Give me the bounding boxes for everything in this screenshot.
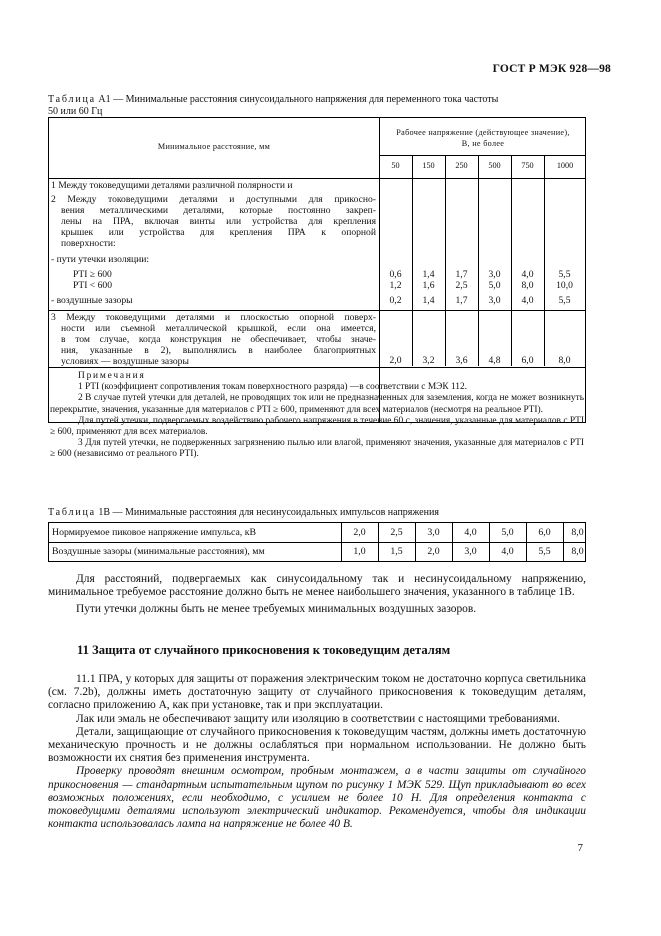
value-cell: 5,5: [558, 269, 571, 280]
row3-line2: ности или съемной металлической крышкой, если она имеется,: [61, 323, 376, 334]
voltage-col-250: 250: [455, 161, 468, 170]
voltage-col-750: 750: [521, 161, 534, 170]
row3-line4: ния, указанные в 2), выполнялись в наиболее благоприятных: [61, 345, 376, 356]
paragraph: 11.1 ПРА, у которых для защиты от поражения электрическим током не достаточно корпуса светильника (см. 7.2b), должны иметь достаточную защиту от случайного прикосновения к токоведущим деталям, согласно приложению А, как при установке, так и при эксплуатации.: [48, 673, 586, 712]
paragraph: Проверку проводят внешним осмотром, пробным монтажем, а в части защиты от случайного прикосновения — стандартным испытательным щупом по рисунку 1 МЭК 529. Щуп прикладывают во всех возможных положениях, если необходимо, с усилием не более 10 Н. Для определения контакта с токоведущими деталями используют электрический индикатор. Рекомендуется, чтобы для индикации контакта использовалась лампа на напряжение не более 40 В.: [48, 765, 586, 831]
value-cell: 5,5: [558, 295, 571, 306]
value-cell: 1,0: [353, 546, 366, 557]
value-cell: 1,6: [422, 280, 435, 291]
paragraph: Для расстояний, подвергаемых как синусоидальному так и несинусоидальному напряжению, минимальное требуемое расстояние должно быть не менее наибольшего значения, указанного в таблице 1В.: [48, 573, 586, 599]
section-11-body: [48, 673, 586, 831]
value-cell: 5,0: [488, 280, 501, 291]
table-b-caption-text: 1B — Минимальные расстояния для несинусоидальных импульсов напряжения: [95, 507, 439, 518]
row3-line1: 3 Между токоведущими деталями и плоскостью опорной поверх-: [51, 312, 376, 323]
section-title: 11 Защита от случайного прикосновения к токоведущим деталям: [77, 643, 451, 657]
value-cell: 2,5: [390, 527, 403, 538]
page-number: 7: [577, 842, 583, 854]
value-cell: 6,0: [538, 527, 551, 538]
table-a1-notes: [50, 371, 584, 461]
voltage-col-150: 150: [422, 161, 435, 170]
table-a1-caption-text: A1 — Минимальные расстояния синусоидального напряжения для переменного тока частоты: [95, 94, 499, 105]
value-cell: 4,0: [501, 546, 514, 557]
note-2: 2 В случае путей утечки для деталей, не проводящих ток или не предназначенных для заземления, когда не может возникнуть перекрытие, значения, указанные для материалов с PTI ≥ 600, применяют для всех материалов (несмотря на реальное PTI).: [50, 393, 584, 415]
value-cell: 3,0: [427, 527, 440, 538]
document-header: ГОСТ Р МЭК 928—98: [492, 63, 611, 75]
value-cell: 8,0: [558, 355, 571, 366]
value-cell: 3,0: [464, 546, 477, 557]
paragraph: Лак или эмаль не обеспечивают защиту или изоляцию в соответствии с настоящими требованиями.: [76, 712, 560, 725]
value-cell: 2,5: [455, 280, 468, 291]
paragraph: Пути утечки должны быть не менее требуемых минимальных воздушных зазоров.: [76, 603, 477, 616]
value-cell: 4,0: [521, 269, 534, 280]
row2-line5: поверхности:: [61, 238, 116, 249]
value-cell: 3,6: [455, 355, 468, 366]
row3-line3: в том случае, когда конструкция не обеспечивает, чтобы значе-: [61, 334, 376, 345]
value-cell: 4,0: [521, 295, 534, 306]
value-cell: 3,0: [488, 295, 501, 306]
pti-lt-600-label: PTI < 600: [73, 280, 112, 291]
row2-line2: вения металлическими деталями, которые постоянно закреп-: [61, 205, 376, 216]
value-cell: 1,2: [389, 280, 402, 291]
value-cell: 8,0: [571, 527, 584, 538]
note-3: 3 Для путей утечки, не подверженных загрязнению пылью или влагой, применяют значения, указанные для материалов с PTI ≥ 600 (независимо от реального PTI).: [50, 438, 584, 460]
value-cell: 2,0: [389, 355, 402, 366]
value-cell: 1,4: [422, 269, 435, 280]
table-a1: [48, 117, 586, 460]
impulse-voltage-label: Нормируемое пиковое напряжение импульса, кВ: [52, 527, 256, 538]
value-cell: 1,7: [455, 295, 468, 306]
row2-line4: крышек или устройства для крепления ПРА к опорной: [61, 227, 376, 238]
value-cell: 4,8: [488, 355, 501, 366]
row2-line3: лены на ПРА, включая винты или устройства для крепления: [61, 216, 376, 227]
value-cell: 0,6: [389, 269, 402, 280]
table-b-caption: [48, 507, 439, 519]
note-2b: Для путей утечки, подвергаемых воздействию рабочего напряжения в течение 60 с, значения, указанные для материалов с PTI ≥ 600, применяют для всех материалов.: [50, 415, 584, 438]
value-cell: 2,0: [353, 527, 366, 538]
voltage-col-500: 500: [488, 161, 501, 170]
creepage-label: - пути утечки изоляции:: [51, 254, 150, 265]
value-cell: 1,4: [422, 295, 435, 306]
value-cell: 0,2: [389, 295, 402, 306]
row1-text: 1 Между токоведущими деталями различной полярности и: [51, 180, 293, 191]
value-cell: 3,0: [488, 269, 501, 280]
col-header-voltage-line2: В, не более: [461, 139, 505, 148]
note-1: 1 PTI (коэффициент сопротивления токам поверхностного разряда) —в соответствии с МЭК 112.: [78, 382, 467, 393]
pti-ge-600-label: PTI ≥ 600: [73, 269, 112, 280]
air-clearance-label: - воздушные зазоры: [51, 295, 133, 306]
notes-title: Примечания: [78, 371, 146, 381]
value-cell: 3,2: [422, 355, 435, 366]
table-a1-caption-line2: 50 или 60 Гц: [48, 105, 103, 117]
value-cell: 10,0: [556, 280, 573, 291]
value-cell: 4,0: [464, 527, 477, 538]
table-a1-caption-lead: Таблица: [48, 94, 96, 105]
col-header-voltage-line1: Рабочее напряжение (действующее значение),: [396, 128, 570, 137]
value-cell: 1,5: [390, 546, 403, 557]
col-header-min-distance: Минимальное расстояние, мм: [157, 142, 271, 151]
air-clearance-min-label: Воздушные зазоры (минимальные расстояния), мм: [52, 546, 265, 557]
value-cell: 6,0: [521, 355, 534, 366]
body-after-tables: [48, 573, 586, 617]
voltage-col-50: 50: [391, 161, 400, 170]
value-cell: 2,0: [427, 546, 440, 557]
row3-line5: условиях — воздушные зазоры: [61, 356, 189, 367]
table-b-caption-lead: Таблица: [48, 507, 96, 518]
paragraph: Детали, защищающие от случайного прикосновения к токоведущим частям, должны иметь достаточную механическую прочность и не должны ослабляться при нормальном использовании. Не должно быть возможности их снятия без применения инструмента.: [48, 725, 586, 765]
table-b: [48, 522, 586, 562]
row2-line1: 2 Между токоведущими деталями и доступными для прикосно-: [51, 194, 376, 205]
table-a1-caption: [48, 94, 498, 106]
value-cell: 5,0: [501, 527, 514, 538]
voltage-col-1000: 1000: [556, 161, 574, 170]
value-cell: 8,0: [571, 546, 584, 557]
value-cell: 5,5: [538, 546, 551, 557]
value-cell: 8,0: [521, 280, 534, 291]
value-cell: 1,7: [455, 269, 468, 280]
